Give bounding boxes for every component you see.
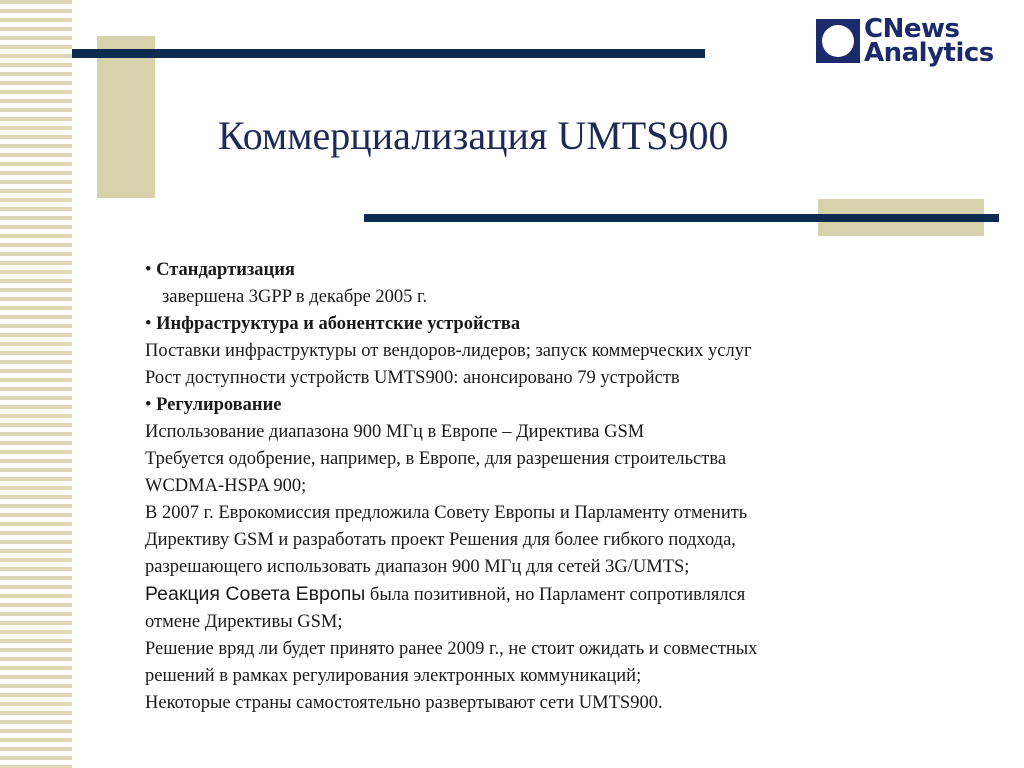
body-line: Директиву GSM и разработать проект Решения для более гибкого подхода, bbox=[145, 530, 736, 550]
heading-text: Регулирование bbox=[156, 395, 282, 415]
heading-text: Инфраструктура и абонентские устройства bbox=[156, 314, 521, 334]
body-line: В 2007 г. Еврокомиссия предложила Совету Европы и Парламенту отменить bbox=[145, 503, 748, 523]
body-line: Некоторые страны самостоятельно развертывают сети UMTS900. bbox=[145, 693, 663, 713]
body-line: WCDMA-HSPA 900; bbox=[145, 476, 307, 496]
slide-title: Коммерциализация UMTS900 bbox=[218, 113, 729, 158]
slide-body bbox=[145, 257, 945, 717]
logo-text bbox=[864, 14, 994, 68]
body-line: завершена 3GPP в декабре 2005 г. bbox=[162, 287, 428, 307]
logo-line1: CNews bbox=[864, 14, 960, 44]
body-line: Рост доступности устройств UMTS900: анонсировано 79 устройств bbox=[145, 368, 680, 388]
body-line: Поставки инфраструктуры от вендоров-лидеров; запуск коммерческих услуг bbox=[145, 341, 752, 361]
body-line: разрешающего использовать диапазон 900 МГц для сетей 3G/UMTS; bbox=[145, 557, 690, 577]
body-line: решений в рамках регулирования электронных коммуникаций; bbox=[145, 666, 642, 686]
section-heading-standardization bbox=[145, 257, 945, 284]
bullet: • bbox=[145, 260, 152, 280]
decorative-stripes bbox=[0, 0, 72, 768]
body-text: была позитивной, но Парламент сопротивлялся bbox=[365, 585, 746, 605]
body-line: Решение вряд ли будет принято ранее 2009 г., не стоит ожидать и совместных bbox=[145, 639, 758, 659]
logo-line2: Analytics bbox=[864, 38, 994, 68]
logo-icon bbox=[816, 19, 860, 63]
cnews-analytics-logo bbox=[816, 16, 994, 66]
heading-text: Стандартизация bbox=[156, 260, 295, 280]
decorative-block-left bbox=[97, 36, 155, 198]
body-line bbox=[145, 581, 945, 609]
title-underline-rule bbox=[364, 214, 999, 222]
body-line: отмене Директивы GSM; bbox=[145, 612, 343, 632]
top-rule bbox=[72, 49, 705, 58]
section-heading-regulation bbox=[145, 392, 945, 419]
bullet: • bbox=[145, 395, 152, 415]
body-line: Требуется одобрение, например, в Европе, для разрешения строительства bbox=[145, 449, 727, 469]
council-reaction-text: Реакция Совета Европы bbox=[145, 583, 366, 605]
bullet: • bbox=[145, 314, 152, 334]
body-line: Использование диапазона 900 МГц в Европе – Директива GSM bbox=[145, 422, 645, 442]
section-heading-infrastructure bbox=[145, 311, 945, 338]
